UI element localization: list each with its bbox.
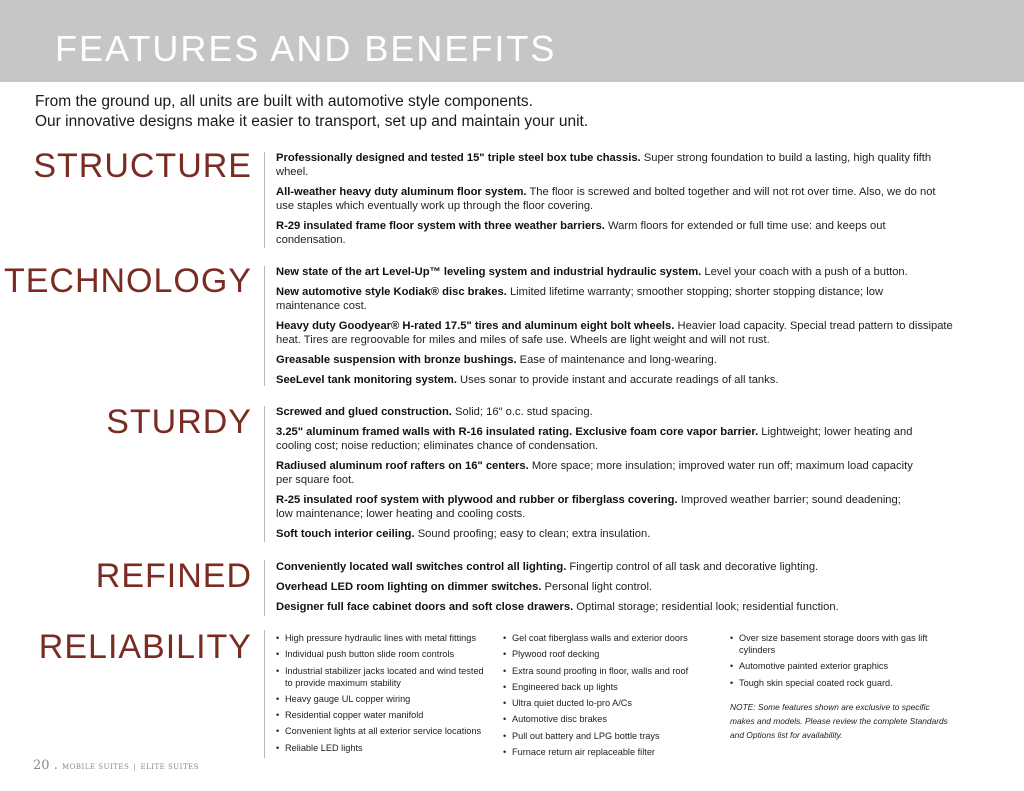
intro-line-1: From the ground up, all units are built with automotive style components. (35, 93, 533, 110)
feature-heading: Greasable suspension with bronze bushings. (276, 354, 517, 366)
intro-text (35, 92, 588, 132)
feature-heading: 3.25" aluminum framed walls with R-16 insulated rating. Exclusive foam core vapor barrier. (276, 426, 759, 438)
feature-heading: R-25 insulated roof system with plywood and rubber or fiberglass covering. (276, 494, 678, 506)
page-number: 20 (33, 758, 50, 773)
reliability-list-col1 (276, 632, 486, 758)
feature-item (276, 265, 956, 279)
feature-heading: Overhead LED room lighting on dimmer switches. (276, 581, 542, 593)
page-footer (33, 758, 199, 773)
feature-heading: Professionally designed and tested 15" triple steel box tube chassis. (276, 152, 641, 164)
list-item: • Convenient lights at all exterior service locations (276, 725, 486, 737)
section-title-technology: TECHNOLOGY (3, 262, 252, 300)
feature-item (276, 353, 956, 367)
feature-heading: SeeLevel tank monitoring system. (276, 374, 457, 386)
feature-description: Warm floors for extended or full time use: and keeps out condensation. (276, 220, 886, 246)
list-item: • Engineered back up lights (503, 681, 713, 693)
list-item: • Residential copper water manifold (276, 709, 486, 721)
feature-heading: R-29 insulated frame floor system with three weather barriers. (276, 220, 605, 232)
feature-item (276, 560, 956, 574)
list-item: • Over size basement storage doors with gas lift cylinders (730, 632, 930, 656)
footer-brand-elite-suites: ELITE SUITES (140, 763, 200, 771)
feature-heading: Radiused aluminum roof rafters on 16" centers. (276, 460, 529, 472)
feature-description: Optimal storage; residential look; residential function. (573, 601, 839, 613)
footer-separator: | (133, 763, 137, 771)
list-item: • High pressure hydraulic lines with metal fittings (276, 632, 486, 644)
feature-description: Uses sonar to provide instant and accurate readings of all tanks. (456, 374, 779, 386)
feature-description: Lightweight; lower heating and cooling cost; noise reduction; eliminates chance of condensation. (276, 426, 913, 452)
page-title: FEATURES AND BENEFITS (55, 28, 557, 69)
feature-description: Improved weather barrier; sound deadening; low maintenance; lower heating and cooling costs. (276, 494, 901, 520)
section-divider (264, 152, 265, 248)
list-item: • Heavy gauge UL copper wiring (276, 693, 486, 705)
feature-item (276, 285, 906, 313)
feature-heading: Soft touch interior ceiling. (276, 528, 415, 540)
feature-description: More space; more insulation; improved water run off; maximum load capacity per square foot. (276, 460, 913, 486)
footer-brand-mobile-suites: MOBILE SUITES (61, 763, 130, 771)
list-item: • Extra sound proofing in floor, walls and roof (503, 665, 713, 677)
feature-heading: New automotive style Kodiak® disc brakes. (276, 286, 507, 298)
list-item: • Plywood roof decking (503, 648, 713, 660)
feature-item (276, 527, 956, 541)
section-title-structure: STRUCTURE (33, 147, 252, 185)
page-header (0, 0, 1024, 82)
feature-item (276, 493, 916, 521)
list-item: • Pull out battery and LPG bottle trays (503, 730, 713, 742)
section-divider (264, 630, 265, 758)
list-item: • Gel coat fiberglass walls and exterior doors (503, 632, 713, 644)
footer-separator: . (53, 758, 58, 773)
section-divider (264, 266, 265, 386)
feature-list-structure (276, 151, 956, 253)
section-title-refined: REFINED (95, 557, 252, 595)
feature-description: The floor is screwed and bolted together and will not rot over time. Also, we do not use staples which eventually work up through the floor covering. (276, 186, 936, 212)
section-title-sturdy: STURDY (106, 403, 252, 441)
feature-description: Super strong foundation to build a lasting, high quality fifth wheel. (276, 152, 932, 178)
feature-heading: All-weather heavy duty aluminum floor system. (276, 186, 527, 198)
feature-description: Level your coach with a push of a button. (701, 266, 908, 278)
feature-description: Sound proofing; easy to clean; extra insulation. (414, 528, 651, 540)
list-item: • Furnace return air replaceable filter (503, 746, 713, 758)
feature-description: Heavier load capacity. Special tread pattern to dissipate heat. Tires are regroovable for miles and miles of safe use. Wheels are light weight and will not rust. (276, 320, 953, 346)
list-item: • Automotive painted exterior graphics (730, 660, 930, 672)
list-item: • Individual push button slide room controls (276, 648, 486, 660)
section-title-reliability: RELIABILITY (38, 628, 252, 666)
list-item: • Industrial stabilizer jacks located and wind tested to provide maximum stability (276, 665, 486, 689)
feature-description: Limited lifetime warranty; smoother stopping; shorter stopping distance; low maintenance cost. (276, 286, 884, 312)
reliability-list-col2 (503, 632, 713, 762)
feature-list-sturdy (276, 405, 956, 547)
section-divider (264, 560, 265, 616)
list-item: • Automotive disc brakes (503, 713, 713, 725)
feature-heading: Screwed and glued construction. (276, 406, 452, 418)
feature-item (276, 425, 916, 453)
feature-description: Fingertip control of all task and decorative lighting. (566, 561, 819, 573)
reliability-list-col3 (730, 632, 930, 693)
feature-description: Solid; 16" o.c. stud spacing. (451, 406, 593, 418)
feature-heading: Designer full face cabinet doors and soft close drawers. (276, 601, 574, 613)
list-item: • Ultra quiet ducted lo-pro A/Cs (503, 697, 713, 709)
feature-item (276, 600, 956, 614)
list-item: • Tough skin special coated rock guard. (730, 677, 930, 689)
availability-note: NOTE: Some features shown are exclusive to specific makes and models. Please review the complete Standards and Options list for availability. (730, 702, 948, 740)
feature-heading: Conveniently located wall switches control all lighting. (276, 561, 567, 573)
feature-heading: Heavy duty Goodyear® H-rated 17.5" tires and aluminum eight bolt wheels. (276, 320, 675, 332)
feature-description: Ease of maintenance and long-wearing. (516, 354, 717, 366)
feature-list-refined (276, 560, 956, 620)
section-divider (264, 406, 265, 542)
feature-item (276, 405, 956, 419)
feature-item (276, 185, 956, 213)
feature-item (276, 459, 916, 487)
feature-item (276, 580, 956, 594)
feature-item (276, 219, 896, 247)
intro-line-2: Our innovative designs make it easier to transport, set up and maintain your unit. (35, 113, 589, 130)
feature-heading: New state of the art Level-Up™ leveling system and industrial hydraulic system. (276, 266, 702, 278)
feature-list-technology (276, 265, 956, 393)
feature-item (276, 373, 956, 387)
feature-item (276, 319, 956, 347)
list-item: • Reliable LED lights (276, 742, 486, 754)
feature-item (276, 151, 956, 179)
feature-description: Personal light control. (541, 581, 653, 593)
